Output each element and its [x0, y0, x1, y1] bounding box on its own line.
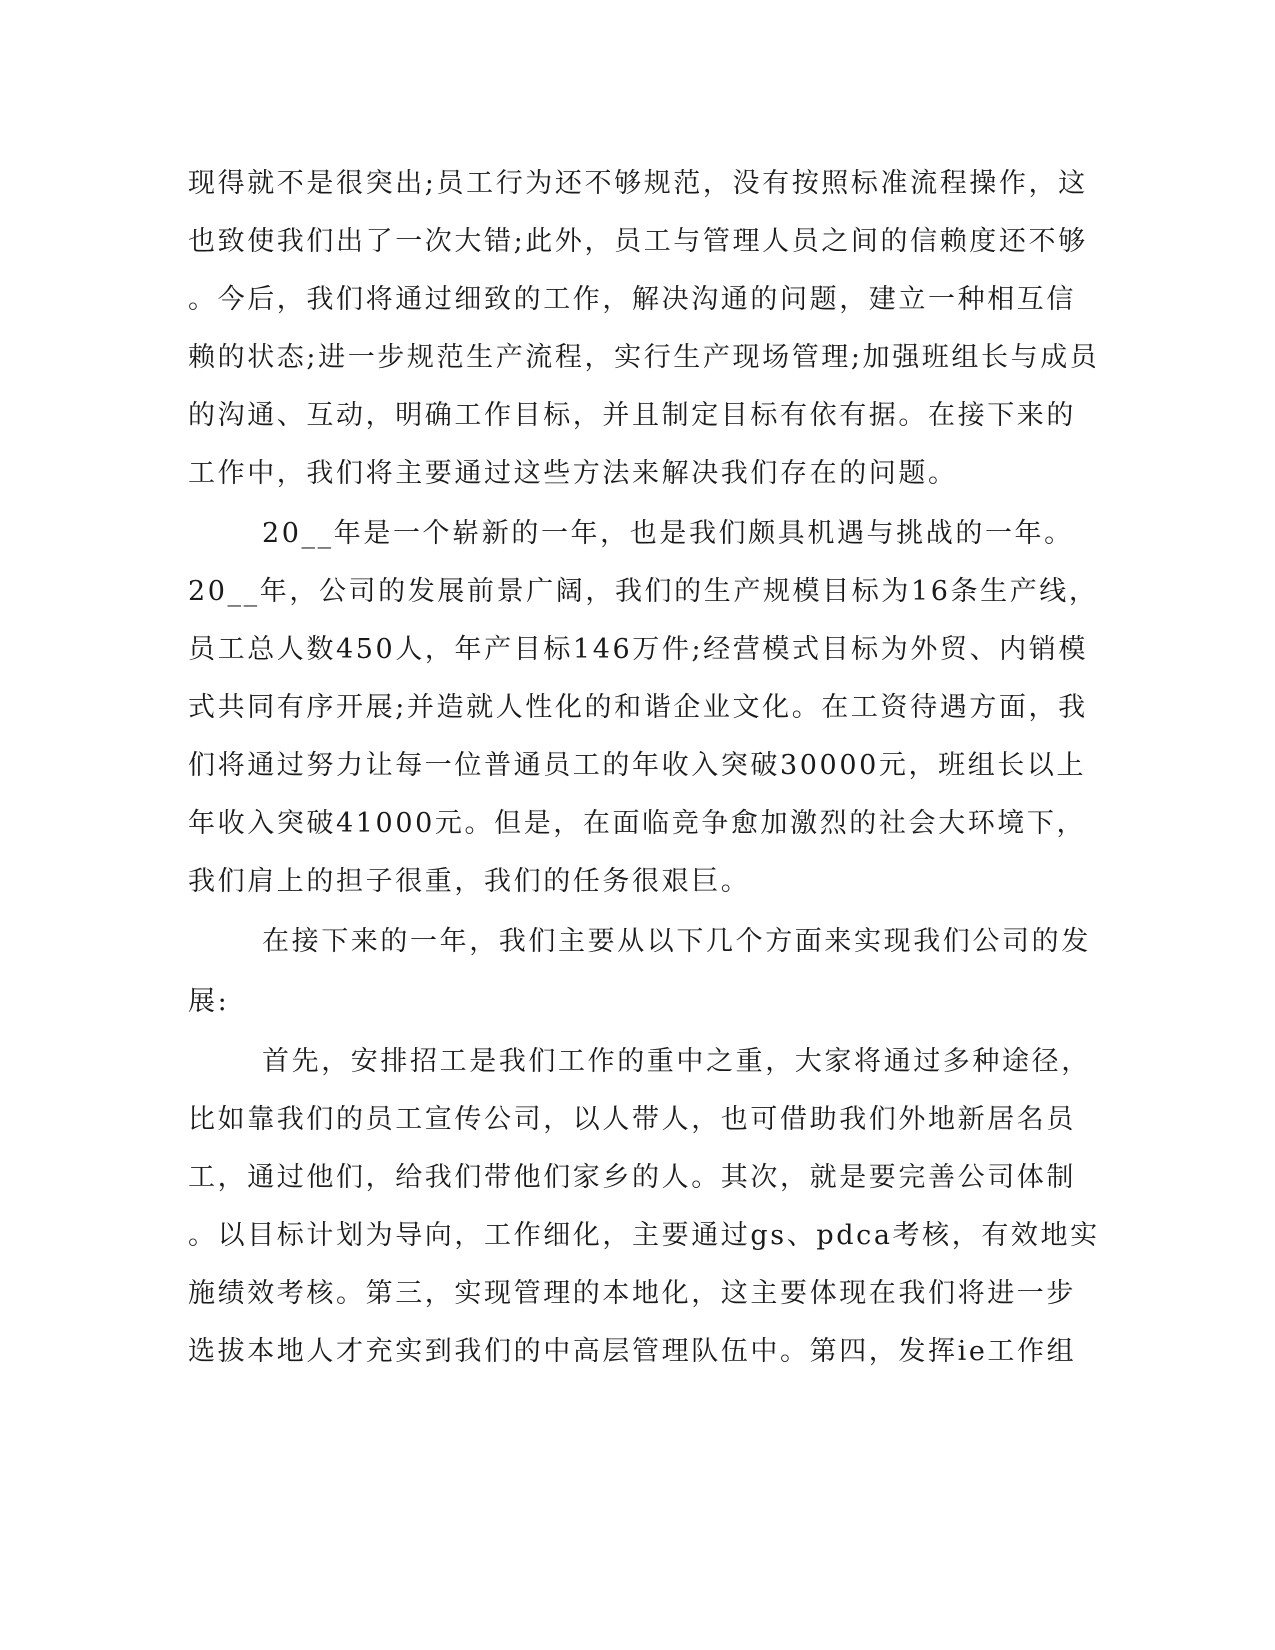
text-line: 员工总人数450人，年产目标146万件;经营模式目标为外贸、内销模: [188, 634, 1088, 665]
text-line: 的沟通、互动，明确工作目标，并且制定目标有依有据。在接下来的: [188, 400, 1076, 431]
text-line: 选拔本地人才充实到我们的中高层管理队伍中。第四，发挥ie工作组: [188, 1336, 1077, 1367]
paragraph-first-line: 在接下来的一年，我们主要从以下几个方面来实现我们公司的发: [262, 926, 1091, 957]
text-line: 式共同有序开展;并造就人性化的和谐企业文化。在工资待遇方面，我: [188, 692, 1088, 723]
text-line: 也致使我们出了一次大错;此外，员工与管理人员之间的信赖度还不够: [188, 226, 1088, 257]
text-line: 我们肩上的担子很重，我们的任务很艰巨。: [188, 866, 751, 897]
text-line: 现得就不是很突出;员工行为还不够规范，没有按照标准流程操作，这: [188, 168, 1088, 199]
paragraph-first-line: 首先，安排招工是我们工作的重中之重，大家将通过多种途径，: [262, 1046, 1091, 1077]
text-line: 比如靠我们的员工宣传公司，以人带人，也可借助我们外地新居名员: [188, 1104, 1076, 1135]
text-line: 工，通过他们，给我们带他们家乡的人。其次，就是要完善公司体制: [188, 1162, 1076, 1193]
text-line: 施绩效考核。第三，实现管理的本地化，这主要体现在我们将进一步: [188, 1278, 1076, 1309]
text-line: 20__年，公司的发展前景广阔，我们的生产规模目标为16条生产线，: [188, 576, 1099, 607]
text-line: 赖的状态;进一步规范生产流程，实行生产现场管理;加强班组长与成员: [188, 342, 1100, 373]
paragraph-first-line: 20__年是一个崭新的一年，也是我们颇具机遇与挑战的一年。: [262, 518, 1074, 549]
text-line: 工作中，我们将主要通过这些方法来解决我们存在的问题。: [188, 458, 958, 489]
text-line: 们将通过努力让每一位普通员工的年收入突破30000元，班组长以上: [188, 750, 1087, 781]
text-line: 展:: [188, 986, 230, 1017]
text-line: 。今后，我们将通过细致的工作，解决沟通的问题，建立一种相互信: [188, 284, 1076, 315]
text-line: 年收入突破41000元。但是，在面临竞争愈加激烈的社会大环境下，: [188, 808, 1087, 839]
text-line: 。以目标计划为导向，工作细化，主要通过gs、pdca考核，有效地实: [188, 1220, 1100, 1251]
